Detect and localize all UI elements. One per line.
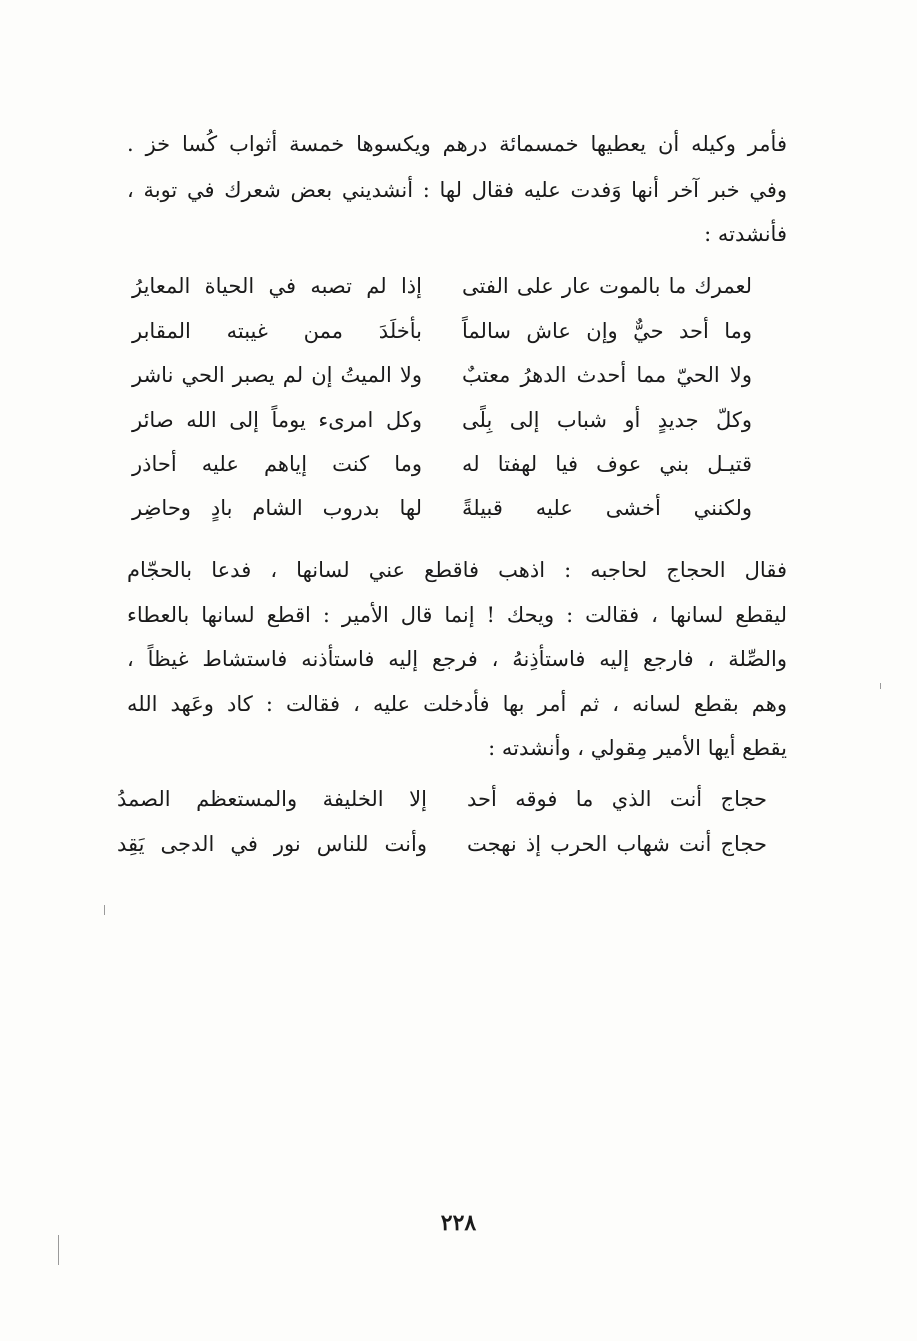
verse-first-hemistich: ولكنني أخشى عليه قبيلةً (462, 496, 752, 520)
poem-verse (132, 402, 752, 442)
verse-second-hemistich: لها بدروب الشام بادٍ وحاضِر (132, 496, 422, 520)
verse-second-hemistich: وأنت للناس نور في الدجى يَقِد (117, 832, 427, 856)
verse-second-hemistich: وكل امرىء يوماً إلى الله صائر (132, 408, 422, 432)
verse-second-hemistich: إلا الخليفة والمستعظم الصمدُ (117, 787, 427, 811)
page-number: ٢٢٨ (440, 1210, 477, 1236)
poem-verse (132, 446, 752, 486)
verse-first-hemistich: لعمرك ما بالموت عار على الفتى (462, 274, 752, 298)
narrative-line: ليقطع لسانها ، فقالت : ويحك ! إنما قال الأمير : اقطع لسانها بالعطاء (127, 603, 787, 627)
verse-first-hemistich: حجاج أنت شهاب الحرب إذ نهجت (467, 832, 767, 856)
narrative-line: يقطع أيها الأمير مِقولي ، وأنشدته : (488, 736, 787, 760)
verse-first-hemistich: وما أحد حيٌّ وإن عاش سالماً (462, 319, 752, 343)
verse-second-hemistich: إذا لم تصبه في الحياة المعايرُ (132, 274, 422, 298)
verse-first-hemistich: وكلّ جديدٍ أو شباب إلى بِلًى (462, 408, 752, 432)
scan-speck (58, 1235, 59, 1265)
verse-second-hemistich: بأخلَدَ ممن غيبته المقابر (132, 319, 422, 343)
narrative-line: والصِّلة ، فارجع إليه فاستأذِنهُ ، فرجع إليه فاستأذنه فاستشاط غيظاً ، (127, 647, 787, 671)
intro-line: فأمر وكيله أن يعطيها خمسمائة درهم ويكسوها خمسة أثواب كُسا خز . (127, 132, 787, 156)
poem-verse (132, 313, 752, 353)
narrative-line: فقال الحجاج لحاجبه : اذهب فاقطع عني لسانها ، فدعا بالحجّام (127, 558, 787, 582)
poem-verse (132, 268, 752, 308)
scan-speck (880, 683, 881, 689)
poem-verse (117, 781, 767, 821)
scan-speck (104, 905, 105, 915)
verse-second-hemistich: ولا الميتُ إن لم يصبر الحي ناشر (132, 363, 422, 387)
poem-verse (117, 826, 767, 866)
poem-verse (132, 357, 752, 397)
narrative-line: وهم بقطع لسانه ، ثم أمر بها فأدخلت عليه ، فقالت : كاد وعَهد الله (127, 692, 787, 716)
verse-second-hemistich: وما كنت إياهم عليه أحاذر (132, 452, 422, 476)
verse-first-hemistich: حجاج أنت الذي ما فوقه أحد (467, 787, 767, 811)
verse-first-hemistich: ولا الحيّ مما أحدث الدهرُ معتبٌ (462, 363, 752, 387)
intro-line: وفي خبر آخر أنها وَفدت عليه فقال لها : أنشديني بعض شعرك في توبة ، (127, 178, 787, 202)
poem-verse (132, 490, 752, 530)
verse-first-hemistich: قتيـل بني عوف فيا لهفتا له (462, 452, 752, 476)
intro-line: فأنشدته : (704, 222, 787, 246)
